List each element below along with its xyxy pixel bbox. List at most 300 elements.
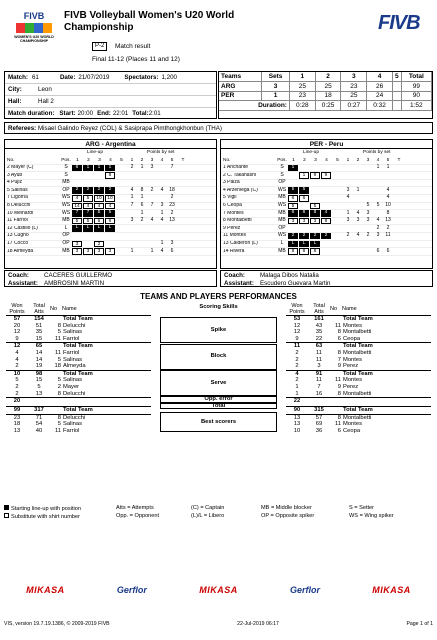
lineup-cell: 3 <box>299 218 309 225</box>
lineup-cell <box>332 218 342 225</box>
perf-cell: 2 <box>15 363 19 370</box>
lineup-cell: 5 <box>72 218 82 225</box>
perf-cell: 8 <box>57 390 61 397</box>
document-code: P-2 <box>92 42 107 51</box>
perf-cell: 11 <box>315 356 323 363</box>
perf-cell: Salinas <box>63 421 83 428</box>
perf-cell: 57 <box>315 414 323 421</box>
legend: Starting line-up with position Atts = Attempts (C) = Captain MB = Middle blocker S = Setter Substitute with shirt number Opp. = Opponent (L)/L = Libero OP = Opposite spiker WS = Wing spiker <box>4 505 433 521</box>
col-header: Pos. <box>61 157 71 163</box>
player-position: WS <box>61 209 71 216</box>
set-points: 4 <box>386 194 390 201</box>
player-position: S <box>64 171 68 178</box>
perf-cell: 4 <box>295 370 299 377</box>
perf-row <box>6 421 151 428</box>
set-points: 2 <box>386 224 390 231</box>
player-position: OP <box>62 186 70 193</box>
lineup-cell <box>83 172 93 179</box>
perf-cell <box>50 370 62 377</box>
set-points: 6 <box>170 247 174 254</box>
perf-cell <box>330 398 342 405</box>
player-row <box>5 210 216 218</box>
perf-row <box>286 414 431 421</box>
sponsor-logo: MIKASA <box>26 584 65 595</box>
set-points: 1 <box>376 164 380 171</box>
col-header: 2 <box>356 157 360 163</box>
lineup-cell <box>116 203 126 210</box>
perf-cell: 5 <box>57 421 61 428</box>
player-position: WS <box>61 194 71 201</box>
lineup-cell: L <box>94 225 104 232</box>
set-points: 6 <box>386 247 390 254</box>
lineup-cell <box>332 165 342 172</box>
col-header: 5 <box>386 157 390 163</box>
perf-row <box>286 377 431 384</box>
col-header: 1 <box>76 157 79 163</box>
perf-col-header: Total Atts <box>313 303 325 315</box>
lineup-cell <box>310 225 320 232</box>
perf-cell: Farriol <box>63 335 80 342</box>
set-points: 18 <box>169 186 175 193</box>
set-points: 2 <box>346 232 350 239</box>
set-points: 1 <box>346 209 350 216</box>
perf-row <box>6 343 151 350</box>
player-name: 5 Vigil <box>223 195 237 201</box>
perf-cell: 11 <box>315 377 323 384</box>
perf-header <box>286 303 431 316</box>
lineup-cell: 8 <box>288 248 298 255</box>
perf-row <box>6 377 151 384</box>
lineup-label: Line-up <box>87 150 104 156</box>
perf-cell: 9 <box>295 335 299 342</box>
skill-label: Total <box>160 403 277 410</box>
perf-cell: 9 <box>337 383 341 390</box>
player-position: OP <box>278 224 286 231</box>
lineup-cell: L <box>299 241 309 248</box>
lineup-cell: 5 <box>299 187 309 194</box>
player-row <box>5 233 216 241</box>
perf-cell: 5 <box>57 377 61 384</box>
perf-cell: 12 <box>293 322 301 329</box>
perf-cell <box>330 316 342 323</box>
player-name: 2 C. Takahashi <box>223 172 256 178</box>
set-points: 13 <box>169 217 175 224</box>
lineup-cell: 1 <box>288 165 298 172</box>
legend-substitute: Substitute with shirt number <box>4 513 116 521</box>
team-b-coaches: Coach: Malaga Dibos Natalia Assistant: Escudero Guevara Martin <box>220 270 433 287</box>
perf-cell: 6 <box>337 335 341 342</box>
lineup-cell <box>321 225 331 232</box>
sponsor-logo: MIKASA <box>372 584 411 595</box>
perf-cell: Delucchi <box>63 322 86 329</box>
player-position: WS <box>61 201 71 208</box>
perf-row <box>6 384 151 391</box>
set-points: 13 <box>385 217 391 224</box>
perf-row <box>286 343 431 350</box>
perf-cell: 57 <box>13 316 21 322</box>
sets-table <box>218 71 433 119</box>
lineup-cell <box>94 180 104 187</box>
lineup-cell: 3 <box>288 218 298 225</box>
set-points: 3 <box>170 239 174 246</box>
perf-cell: Perez <box>343 383 359 390</box>
player-row <box>221 180 432 188</box>
column-header <box>221 149 432 157</box>
perf-cell <box>62 398 151 405</box>
perf-row <box>6 329 151 336</box>
perf-cell: Montes <box>343 322 363 329</box>
perf-row <box>6 357 151 364</box>
set-points: 1 <box>150 247 154 254</box>
fivb-logo: FIVB <box>378 12 420 34</box>
perf-row <box>286 336 431 343</box>
lineup-cell: 9 <box>310 172 320 179</box>
set-points: 3 <box>356 217 360 224</box>
perf-cell: Montalbetti <box>343 414 372 421</box>
lineup-cell: 2 <box>94 187 104 194</box>
player-name: 5 Salinas <box>7 187 28 193</box>
set-points: 3 <box>346 186 350 193</box>
col-header: 2 <box>140 157 144 163</box>
set-points: 5 <box>366 201 370 208</box>
set-points: 5 <box>376 201 380 208</box>
set-points: 1 <box>140 194 144 201</box>
perf-cell: Almeyda <box>63 363 86 370</box>
perf-cell: 15 <box>35 377 43 384</box>
lineup-cell <box>116 233 126 240</box>
col-header: Pos. <box>277 157 287 163</box>
player-name: 12 Castillo (L) <box>7 225 38 231</box>
set-points: 1 <box>160 239 164 246</box>
col-header: 5 <box>170 157 174 163</box>
lineup-cell: 5 <box>83 218 93 225</box>
perf-row <box>6 350 151 357</box>
lineup-cell <box>332 225 342 232</box>
player-row <box>5 241 216 249</box>
col-header: 3 <box>98 157 101 163</box>
player-position: L <box>64 224 68 231</box>
perf-row <box>286 398 431 405</box>
perf-col-header: No <box>330 306 338 312</box>
perf-row <box>6 336 151 343</box>
perf-cell: 8 <box>57 322 61 329</box>
perf-cell <box>330 370 342 377</box>
perf-cell <box>342 398 431 405</box>
set-points: 10 <box>385 201 391 208</box>
lineup-cell <box>332 187 342 194</box>
player-position: WS <box>277 201 287 208</box>
lineup-cell <box>310 180 320 187</box>
lineup-cell <box>310 165 320 172</box>
perf-cell: 35 <box>35 329 43 336</box>
lineup-cell <box>321 187 331 194</box>
set-points: 7 <box>170 164 174 171</box>
player-row <box>221 233 432 241</box>
set-points: 2 <box>366 232 370 239</box>
perf-cell: Salinas <box>63 377 83 384</box>
lineup-cell <box>299 165 309 172</box>
perf-cell: 5 <box>15 377 19 384</box>
perf-cell: 4 <box>15 349 19 356</box>
set-points: 4 <box>160 186 164 193</box>
perf-col-header: Won Points <box>289 303 305 315</box>
lineup-cell <box>288 172 298 179</box>
player-row <box>5 195 216 203</box>
phase: Final 11-12 (Places 11 and 12) <box>92 56 180 63</box>
set-points: 3 <box>376 232 380 239</box>
lineup-cell <box>116 165 126 172</box>
perf-row <box>286 407 431 415</box>
perf-cell: 11 <box>54 335 61 342</box>
set-points: 4 <box>160 247 164 254</box>
player-row <box>221 210 432 218</box>
player-name: 4 Pujiz <box>7 180 23 186</box>
perf-row <box>6 414 151 421</box>
player-name: 8 Montalbetti <box>223 218 252 224</box>
lineup-cell: 1 <box>299 172 309 179</box>
lineup-label: Line-up <box>303 150 320 156</box>
lineup-cell <box>299 225 309 232</box>
lineup-cell <box>299 203 309 210</box>
player-position: MB <box>278 217 286 224</box>
page-title: FIVB Volleyball Women's U20 World Championship <box>64 10 235 33</box>
player-row <box>221 187 432 195</box>
col-header: 1 <box>346 157 350 163</box>
player-position: WS <box>277 186 287 193</box>
perf-cell: 51 <box>35 322 43 329</box>
lineup-cell: 2 <box>310 233 320 240</box>
perf-cell: Total Team <box>63 343 93 350</box>
perf-cell: 13 <box>293 414 301 421</box>
lineup-cell: 5 <box>288 203 298 210</box>
perf-cell: 2 <box>15 383 19 390</box>
lineup-cell: 6 <box>299 195 309 202</box>
perf-cell: Total Team <box>343 370 373 377</box>
lineup-cell: 7 <box>72 210 82 217</box>
lineup-cell <box>332 233 342 240</box>
set-points: 1 <box>130 247 134 254</box>
player-row <box>5 172 216 180</box>
perf-cell: 11 <box>334 421 341 428</box>
lineup-cell: 3 <box>310 218 320 225</box>
sponsor-bar <box>0 580 437 600</box>
perf-cell: 18 <box>54 363 61 370</box>
lineup-cell: 6 <box>288 195 298 202</box>
match-info: Match: 61 Date: 21/07/2019 Spectators: 1,200 City: Leon Hall: Hall 2 Match duration: Start: 20:00 End: 22:01 Total: 2:01 <box>4 71 217 119</box>
team-a-coaches: Coach: CACERES GUILLERMO Assistant: AMBROSINI MARTIN <box>4 270 217 287</box>
perf-cell: 69 <box>315 421 323 428</box>
points-label: Points by set <box>363 150 391 156</box>
championship-logo: FIVB WOMEN'S U20 WORLD CHAMPIONSHIP <box>14 11 54 44</box>
set-points: 4 <box>386 186 390 193</box>
footer: VIS, version 19.7.19.1386, © 2009-2019 FIVB 22-Jul-2019 06:17 Page 1 of 1 <box>4 621 433 627</box>
player-position: S <box>64 164 68 171</box>
player-name: 3 Palza <box>223 180 240 186</box>
player-position: L <box>280 239 284 246</box>
skill-label: Opp. error <box>160 396 277 403</box>
player-name: 13 Calderon (L) <box>223 240 258 246</box>
skill-label: Spike <box>160 317 277 343</box>
perf-cell: 2 <box>295 377 299 384</box>
perf-cell: 8 <box>337 349 341 356</box>
col-name: No. <box>7 157 15 163</box>
lineup-cell: 8 <box>310 248 320 255</box>
col-header: 4 <box>160 157 164 163</box>
skill-label: Block <box>160 344 277 370</box>
perf-col-header: Name <box>62 306 77 312</box>
lineup-cell: 9 <box>321 172 331 179</box>
lineup-cell <box>310 195 320 202</box>
perf-col-header: No <box>50 306 58 312</box>
perf-cell: Farriol <box>63 428 80 434</box>
set-points: 6 <box>140 201 144 208</box>
perf-cell: 14 <box>35 349 43 356</box>
perf-col-header: Won Points <box>9 303 25 315</box>
perf-cell: 19 <box>35 363 43 370</box>
lineup-cell <box>321 195 331 202</box>
lineup-cell: 2 <box>288 233 298 240</box>
perf-cell: 9 <box>337 363 341 370</box>
perf-cell: 2 <box>295 356 299 363</box>
lineup-cell <box>116 218 126 225</box>
lineup-cell <box>83 180 93 187</box>
points-label: Points by set <box>147 150 175 156</box>
perf-cell <box>308 398 330 405</box>
player-row <box>5 187 216 195</box>
perf-cell: 22 <box>293 398 301 405</box>
player-name: 7 Montes <box>223 210 244 216</box>
set-points: 3 <box>346 217 350 224</box>
player-name: 3 Ayub <box>7 172 23 178</box>
sets-row-arg: ARG 3 25 25 23 26 99 <box>219 82 432 92</box>
perf-cell: Montalbetti <box>343 329 372 336</box>
lineup-cell <box>83 241 93 248</box>
set-points: 4 <box>130 186 134 193</box>
sets-duration: Duration: 0:28 0:25 0:27 0:32 1:52 <box>219 101 432 111</box>
player-position: MB <box>278 194 286 201</box>
perf-cell: 98 <box>35 370 43 377</box>
perf-cell: 22 <box>315 335 323 342</box>
lineup-cell: 5 <box>310 203 320 210</box>
lineup-cell: L <box>105 225 115 232</box>
perf-cell: 5 <box>37 383 41 390</box>
col-name: No. <box>223 157 231 163</box>
lineup-cell <box>332 172 342 179</box>
lineup-cell <box>332 241 342 248</box>
col-header: 4 <box>325 157 328 163</box>
player-name: 13 Cugno <box>7 233 29 239</box>
perf-cell: 54 <box>35 421 43 428</box>
lineup-cell <box>321 180 331 187</box>
perf-cell: Perez <box>343 363 359 370</box>
perf-row <box>286 391 431 398</box>
perf-cell: Ceopa <box>343 428 361 434</box>
lineup-cell: 2 <box>299 233 309 240</box>
perf-cell: 5 <box>57 356 61 363</box>
header-row <box>5 157 216 165</box>
perf-cell: 99 <box>13 407 21 414</box>
header-row <box>221 157 432 165</box>
lineup-cell <box>321 165 331 172</box>
perf-cell: Total Team <box>343 343 373 350</box>
perf-cell: 4 <box>15 356 19 363</box>
set-points: 2 <box>376 224 380 231</box>
perf-cell: 2 <box>295 363 299 370</box>
sponsor-logo: MIKASA <box>199 584 238 595</box>
lineup-cell: 7 <box>83 210 93 217</box>
perf-row <box>286 323 431 330</box>
col-header: 2 <box>303 157 306 163</box>
set-points: 11 <box>385 232 391 239</box>
perf-cell: 65 <box>35 343 43 350</box>
perf-cell: 9 <box>15 335 19 342</box>
perf-cell: 7 <box>337 356 341 363</box>
lineup-cell: 8 <box>321 218 331 225</box>
set-points: 6 <box>376 247 380 254</box>
set-points: 4 <box>356 232 360 239</box>
player-row <box>221 241 432 249</box>
lineup-cell: 3 <box>72 241 82 248</box>
perf-cell <box>50 398 62 405</box>
perf-cell: 35 <box>315 329 323 336</box>
lineup-cell <box>105 233 115 240</box>
lineup-cell: L <box>310 241 320 248</box>
col-header: T <box>397 157 401 163</box>
set-points: 1 <box>140 209 144 216</box>
set-points: 4 <box>356 209 360 216</box>
perf-row <box>286 370 431 377</box>
lineup-cell <box>332 203 342 210</box>
col-header: 5 <box>336 157 339 163</box>
lineup-cell: 4 <box>83 203 93 210</box>
col-header: T <box>181 157 185 163</box>
referees: Referees: Misael Galindo Reyez (COL) & Sasiprapa Pimthongkhonbun (THA) <box>4 122 433 134</box>
team-b-performance <box>286 303 431 435</box>
set-points: 3 <box>130 217 134 224</box>
lineup-cell: 8 <box>299 248 309 255</box>
perf-row <box>286 329 431 336</box>
set-points: 3 <box>160 201 164 208</box>
perf-row <box>6 316 151 323</box>
perf-cell: Delucchi <box>63 390 86 397</box>
lineup-cell <box>83 233 93 240</box>
perf-cell: Mayer <box>63 383 80 390</box>
team-b-lineup <box>220 139 433 269</box>
lineup-cell: 5 <box>288 187 298 194</box>
player-position: MB <box>278 247 286 254</box>
lineup-cell: 2 <box>321 233 331 240</box>
set-points: 1 <box>386 164 390 171</box>
perf-cell: 11 <box>293 343 301 350</box>
perf-cell: 63 <box>315 343 323 350</box>
perf-cell: 53 <box>293 316 301 322</box>
document-title: Match result <box>115 43 151 50</box>
lineup-cell <box>105 180 115 187</box>
perf-cell: Montalbetti <box>343 390 372 397</box>
lineup-cell: 1 <box>94 165 104 172</box>
perf-cell: 10 <box>13 370 21 377</box>
lineup-cell: 4 <box>321 210 331 217</box>
perf-row <box>6 428 151 435</box>
player-name: 17 Cocco <box>7 240 29 246</box>
col-header: 3 <box>366 157 370 163</box>
set-points: 3 <box>366 209 370 216</box>
col-header: 4 <box>109 157 112 163</box>
perf-cell: 8 <box>337 329 341 336</box>
lineup-cell <box>72 180 82 187</box>
set-points: 1 <box>140 164 144 171</box>
perf-cell: 2 <box>57 383 61 390</box>
